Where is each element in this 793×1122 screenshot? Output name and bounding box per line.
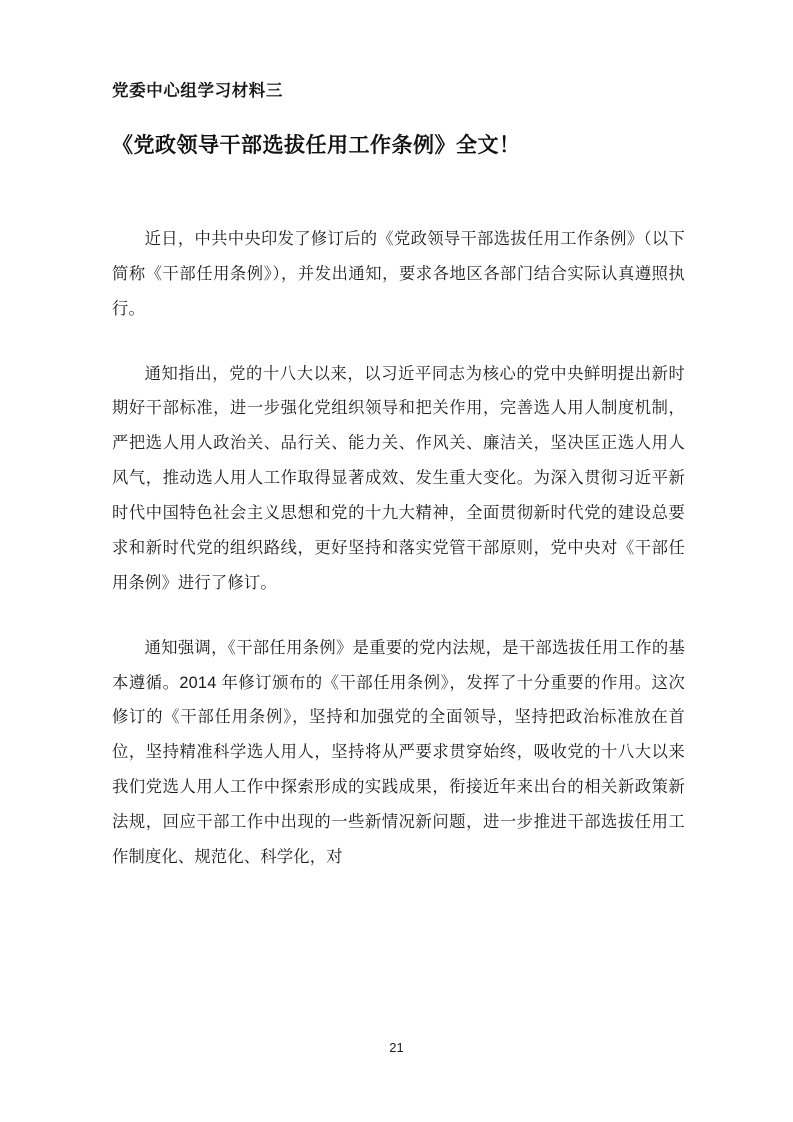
page-title: 《党政领导干部选拔任用工作条例》全文！ xyxy=(112,134,521,158)
paragraph: 近日，中共中央印发了修订后的《党政领导干部选拔任用工作条例》（以下简称《干部任用条例》），并发出通知，要求各地区各部门结合实际认真遵照执行。 xyxy=(112,229,685,318)
document-body xyxy=(112,78,685,875)
document-label: 党委中心组学习材料三 xyxy=(112,82,283,100)
page-number: 21 xyxy=(389,1040,404,1055)
paragraph: 通知强调，《干部任用条例》是重要的党内法规，是干部选拔任用工作的基本遵循。2014 年修订颁布的《干部任用条例》，发挥了十分重要的作用。这次修订的《干部任用条例》，坚持和加强党的全面领导，坚持把政治标准放在首位，坚持精准科学选人用人，坚持将从严要求贯穿始终，吸收党的十八大以来我们党选人用人工作中探索形成的实践成果，衔接近年来出台的相关新政策新法规，回应干部工作中出现的一些新情况新问题，进一步推进干部选拔任用工作制度化、规范化、科学化，对 xyxy=(112,638,685,866)
paragraph: 通知指出，党的十八大以来，以习近平同志为核心的党中央鲜明提出新时期好干部标准，进一步强化党组织领导和把关作用，完善选人用人制度机制，严把选人用人政治关、品行关、能力关、作风关、廉洁关，坚决匡正选人用人风气，推动选人用人工作取得显著成效、发生重大变化。为深入贯彻习近平新时代中国特色社会主义思想和党的十九大精神，全面贯彻新时代党的建设总要求和新时代党的组织路线，更好坚持和落实党管干部原则，党中央对《干部任用条例》进行了修订。 xyxy=(112,364,685,592)
